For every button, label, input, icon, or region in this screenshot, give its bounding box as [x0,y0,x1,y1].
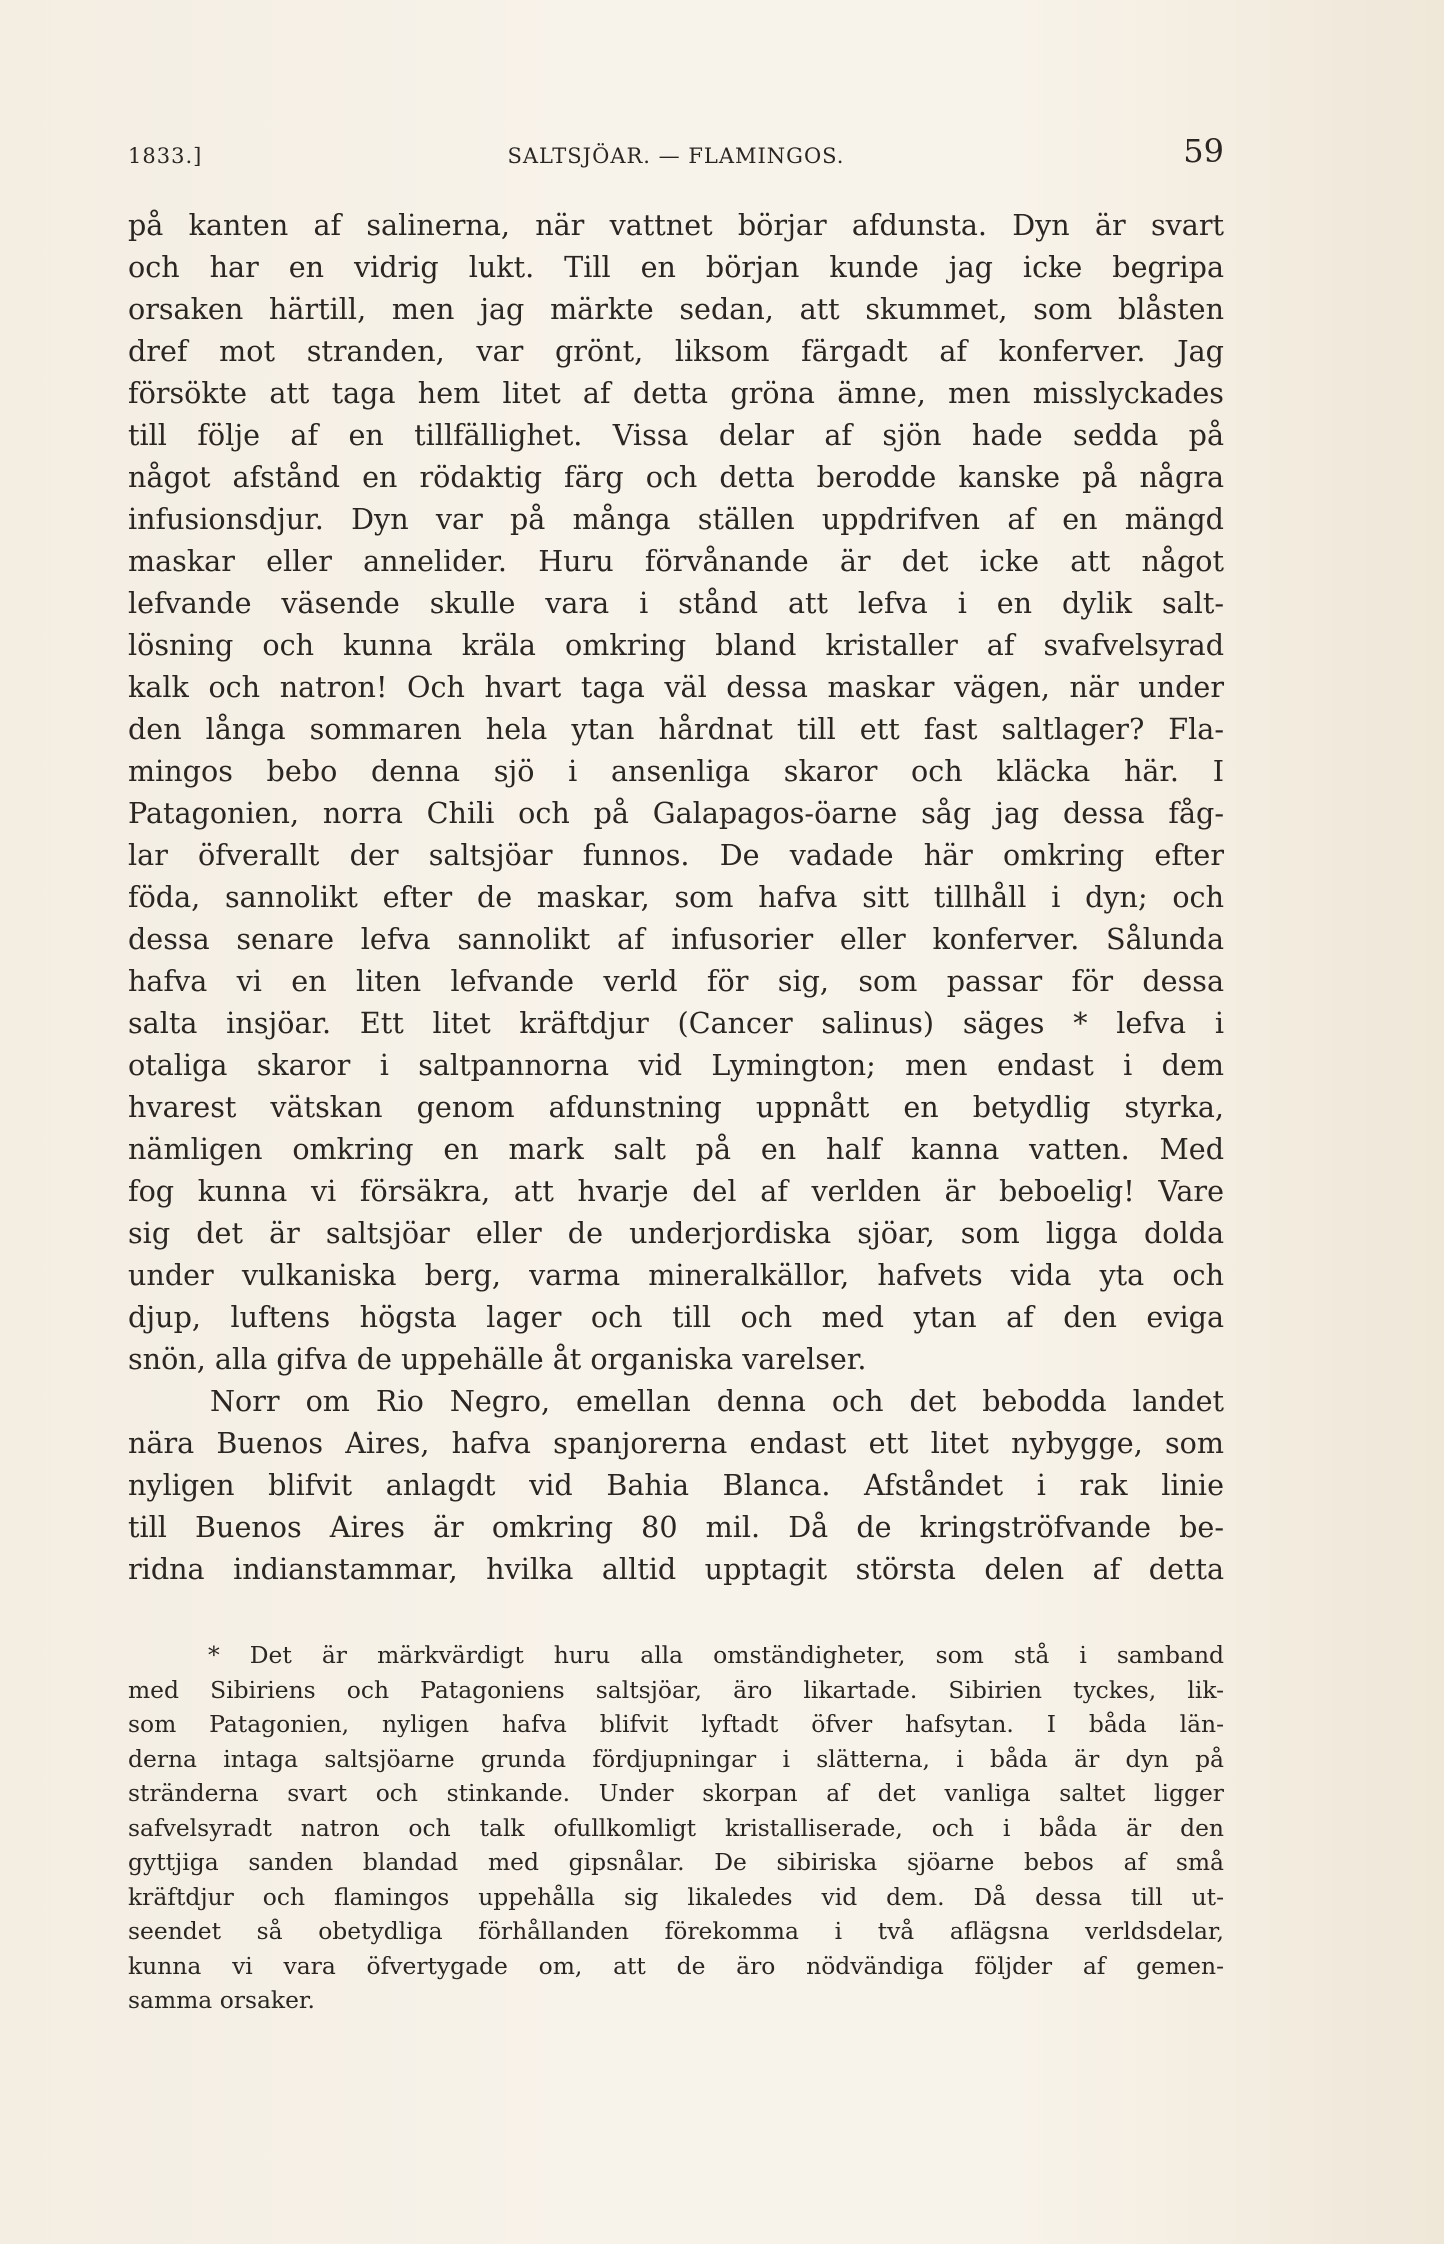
footnote-line: kunna vi vara öfvertygade om, att de äro nödvändiga följder af gemen- [128,1951,1224,1980]
text-line: hvarest vätskan genom afdunstning uppnått en betydlig styrka, [128,1090,1224,1124]
text-line: mingos bebo denna sjö i ansenliga skaror och kläcka här. I [128,754,1224,788]
footnote-line: stränderna svart och stinkande. Under skorpan af det vanliga saltet ligger [128,1779,1224,1807]
text-line: djup, luftens högsta lager och till och med ytan af den eviga [128,1300,1224,1334]
text-line: försökte att taga hem litet af detta gröna ämne, men misslyckades [128,376,1224,410]
text-line: Norr om Rio Negro, emellan denna och det bebodda landet [210,1384,1224,1418]
text-line: dessa senare lefva sannolikt af infusorier eller konferver. Sålunda [128,922,1224,956]
text-line: sig det är saltsjöar eller de underjordiska sjöar, som ligga dolda [128,1216,1224,1250]
running-header [128,132,1224,178]
text-line: lar öfverallt der saltsjöar funnos. De vadade här omkring efter [128,838,1224,872]
footnote-line: derna intaga saltsjöarne grunda fördjupningar i slätterna, i båda är dyn på [128,1744,1224,1773]
text-line: otaliga skaror i saltpannorna vid Lymington; men endast i dem [128,1048,1224,1082]
text-line: föda, sannolikt efter de maskar, som hafva sitt tillhåll i dyn; och [128,880,1224,914]
footnote-line: samma orsaker. [128,1986,315,2014]
text-line: under vulkaniska berg, varma mineralkällor, hafvets vida yta och [128,1258,1224,1292]
text-line: lefvande väsende skulle vara i stånd att lefva i en dylik salt- [128,586,1224,620]
text-line: dref mot stranden, var grönt, liksom färgadt af konferver. Jag [128,334,1224,368]
text-line: salta insjöar. Ett litet kräftdjur (Cancer salinus) säges * lefva i [128,1006,1224,1040]
text-line: infusionsdjur. Dyn var på många ställen uppdrifven af en mängd [128,502,1224,536]
footnote-line: safvelsyradt natron och talk ofullkomligt kristalliserade, och i båda är den [128,1813,1224,1842]
text-line: något afstånd en rödaktig färg och detta berodde kanske på några [128,460,1224,494]
footnote-line: * Det är märkvärdigt huru alla omständigheter, som stå i samband [208,1641,1224,1669]
text-line: på kanten af salinerna, när vattnet börjar afdunsta. Dyn är svart [128,208,1224,242]
footnote-line: med Sibiriens och Patagoniens saltsjöar, äro likartade. Sibirien tyckes, lik- [128,1675,1224,1704]
footnote [128,1638,1224,2018]
text-line: snön, alla gifva de uppehälle åt organiska varelser. [128,1342,867,1376]
footnote-line: kräftdjur och flamingos uppehålla sig likaledes vid dem. Då dessa till ut- [128,1882,1224,1911]
text-line: till följe af en tillfällighet. Vissa delar af sjön hade sedda på [128,418,1224,452]
text-line: hafva vi en liten lefvande verld för sig, som passar för dessa [128,964,1224,998]
text-line: den långa sommaren hela ytan hårdnat till ett fast saltlager? Fla- [128,712,1224,746]
footnote-line: gyttjiga sanden blandad med gipsnålar. De sibiriska sjöarne bebos af små [128,1848,1224,1876]
text-line: lösning och kunna kräla omkring bland kristaller af svafvelsyrad [128,628,1224,662]
text-line: maskar eller annelider. Huru förvånande är det icke att något [128,544,1224,578]
text-line: Patagonien, norra Chili och på Galapagos-öarne såg jag dessa fåg- [128,796,1224,830]
text-line: fog kunna vi försäkra, att hvarje del af verlden är beboelig! Vare [128,1174,1224,1208]
text-line: orsaken härtill, men jag märkte sedan, att skummet, som blåsten [128,292,1224,326]
footnote-line: som Patagonien, nyligen hafva blifvit lyftadt öfver hafsytan. I båda län- [128,1710,1224,1738]
text-line: kalk och natron! Och hvart taga väl dessa maskar vägen, när under [128,670,1224,704]
footnote-line: seendet så obetydliga förhållanden förekomma i två aflägsna verldsdelar, [128,1917,1224,1945]
main-text [128,204,1224,1590]
text-line: och har en vidrig lukt. Till en början kunde jag icke begripa [128,250,1224,284]
running-title: SALTSJÖAR. — FLAMINGOS. [507,144,845,168]
text-line: till Buenos Aires är omkring 80 mil. Då de kringströfvande be- [128,1510,1224,1544]
page-number: 59 [1183,132,1224,170]
text-line: nära Buenos Aires, hafva spanjorerna endast ett litet nybygge, som [128,1426,1224,1460]
text-line: ridna indianstammar, hvilka alltid upptagit största delen af detta [128,1552,1224,1586]
text-line: nämligen omkring en mark salt på en half kanna vatten. Med [128,1132,1224,1166]
text-line: nyligen blifvit anlagdt vid Bahia Blanca. Afståndet i rak linie [128,1468,1224,1502]
header-year: 1833.] [128,144,203,168]
